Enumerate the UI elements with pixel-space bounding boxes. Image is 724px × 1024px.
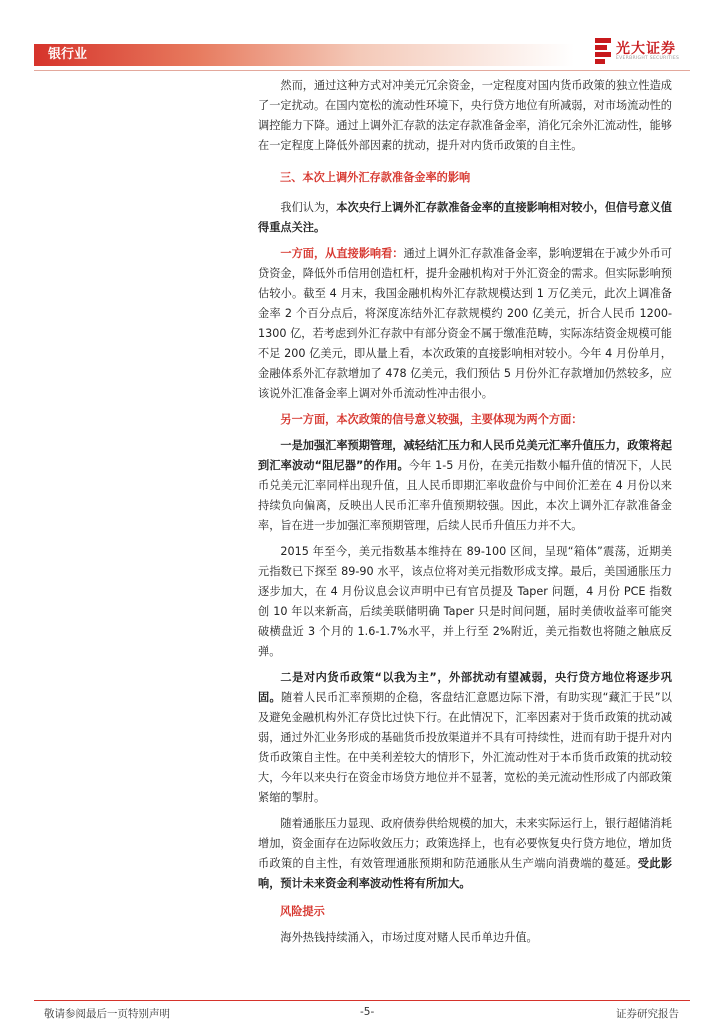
footer-report-type: 证券研究报告 bbox=[616, 1008, 679, 1020]
risk-heading: 风险提示 bbox=[280, 905, 325, 918]
page-number: -5- bbox=[360, 1006, 375, 1018]
paragraph-3-body: 通过上调外汇存款准备金率，影响逻辑在于减少外币可贷资金，降低外币信用创造杠杆，提升金融机构对于外汇资金的需求。但实际影响预估较小。截至 4 月末，我国金融机构外汇存款规模达到 1 万亿美元，此次上调准备金率 2 个百分点后，将深度冻结外汇存款规模约 200 亿美元，折合人民币 1200-1300 亿，若考虑到外汇存款中有部分资金不属于缴准范畴，实际冻结资金规模可能不足 200 亿美元，即从量上看，本次政策的直接影响相对较小。今年 4 月份单月，金融体系外汇存款增加了 478 亿美元，我们预估 5 月份外汇存款增加仍然较多，应该说外汇准备金率上调对外币流动性冲击很小。 bbox=[258, 247, 672, 400]
header-divider bbox=[34, 70, 690, 71]
paragraph-8 bbox=[258, 814, 672, 894]
paragraph-8-body: 随着通胀压力显现、政府债券供给规模的加大，未来实际运行上，银行超储消耗增加，资金面存在边际收敛压力；政策选择上，也有必要恢复央行贷方地位，增加货币政策的自主性，有效管理通胀预期和防范通胀从生产端向消费端的蔓延。 bbox=[258, 817, 672, 870]
logo-name: 光大证券 bbox=[616, 41, 676, 57]
section-heading: 三、本次上调外汇存款准备金率的影响 bbox=[280, 171, 471, 184]
risk-text: 海外热钱持续涌入，市场过度对赌人民币单边升值。 bbox=[280, 931, 538, 944]
report-body bbox=[258, 76, 672, 954]
paragraph-3-lead: 一方面，从直接影响看： bbox=[280, 247, 404, 260]
paragraph-4: 另一方面，本次政策的信号意义较强，主要体现为两个方面： bbox=[280, 413, 583, 426]
logo-subtitle: EVERBRIGHT SECURITIES bbox=[616, 56, 680, 61]
paragraph-7-body: 随着人民币汇率预期的企稳，客盘结汇意愿边际下滑，有助实现“藏汇于民”以及避免金融机构外汇存贷比过快下行。在此情况下，汇率因素对于货币政策的扰动减弱，通过外汇业务形成的基础货币投放渠道并不具有可持续性，进而有助于提升对内货币政策自主性。在中美利差较大的情形下，外汇流动性对于本币货币政策的扰动较大，今年以来央行在资金市场贷方地位并不显著，宽松的美元流动性形成了内部政策紧缩的掣肘。 bbox=[258, 691, 672, 804]
paragraph-3 bbox=[258, 244, 672, 404]
logo-mark-icon bbox=[594, 36, 612, 68]
paragraph-6: 2015 年至今，美元指数基本维持在 89-100 区间，呈现“箱体”震荡，近期美元指数已下探至 89-90 水平，该点位将对美元指数形成支撑。最后，美国通胀压力逐步加大，在 4 月份议息会议声明中已有官员提及 Taper 问题，4 月份 PCE 指数创 10 年以来新高，后续美联储明确 Taper 只是时间问题，届时美债收益率可能突破横盘近 3 个月的 1.6-1.7%水平，并上行至 2%附近，美元指数也将随之触底反弹。 bbox=[258, 545, 672, 658]
header-band bbox=[34, 44, 574, 66]
footer-disclaimer: 敬请参阅最后一页特别声明 bbox=[44, 1008, 170, 1020]
section-label: 银行业 bbox=[48, 47, 88, 62]
brand-logo bbox=[594, 36, 698, 68]
paragraph-7-emphasis: 二是对内货币政策“以我为主”，外部扰动有望减弱，央行贷方地位将逐步巩固。 bbox=[258, 671, 672, 704]
paragraph-5-body: 今年 1-5 月份，在美元指数小幅升值的情况下，人民币兑美元汇率同样出现升值，且人民币即期汇率收盘价与中间价汇差在 4 月份以来持续负向偏离，反映出人民币汇率升值预期较强。因此，本次上调外汇存款准备金率，旨在进一步加强汇率预期管理，后续人民币升值压力并不大。 bbox=[258, 459, 672, 532]
paragraph-2 bbox=[258, 198, 672, 238]
paragraph-1: 然而，通过这种方式对冲美元冗余资金，一定程度对国内货币政策的独立性造成了一定扰动。在国内宽松的流动性环境下，央行贷方地位有所减弱，对市场流动性的调控能力下降。通过上调外汇存款的法定存款准备金率，消化冗余外汇流动性，能够在一定程度上降低外部因素的扰动，提升对内货币政策的自主性。 bbox=[258, 79, 672, 152]
footer-divider bbox=[34, 1000, 690, 1001]
paragraph-5-emphasis: 一是加强汇率预期管理，减轻结汇压力和人民币兑美元汇率升值压力，政策将起到汇率波动“阻尼器”的作用。 bbox=[258, 439, 672, 472]
paragraph-7 bbox=[258, 668, 672, 808]
paragraph-2-lead: 我们认为， bbox=[280, 201, 337, 214]
paragraph-8-emphasis: 受此影响，预计未来资金利率波动性将有所加大。 bbox=[258, 857, 672, 890]
paragraph-5 bbox=[258, 436, 672, 536]
paragraph-2-emphasis: 本次央行上调外汇存款准备金率的直接影响相对较小，但信号意义值得重点关注。 bbox=[258, 201, 672, 234]
